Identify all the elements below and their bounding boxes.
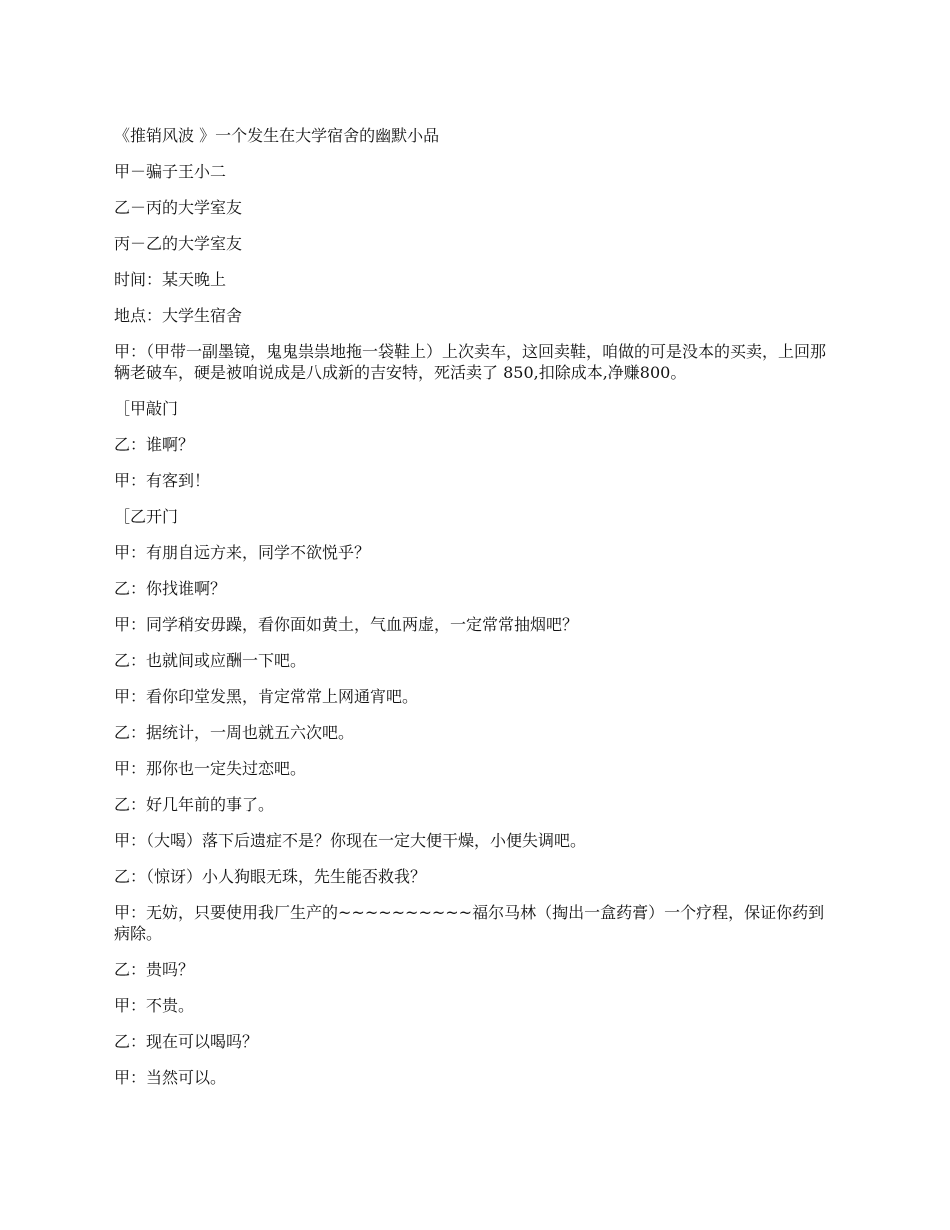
dialogue-line: 甲：无妨，只要使用我厂生产的~~~~~~~~~~福尔马林（掏出一盒药膏）一个疗程，保证你药到病除。 [114,903,825,943]
dialogue-line: 甲：有客到！ [114,471,211,490]
character-list-item: 甲－骗子王小二 [114,162,227,181]
dialogue-line: 乙：据统计，一周也就五六次吧。 [114,723,355,742]
dialogue-line: 甲：当然可以。 [114,1068,227,1087]
stage-direction: ［乙开门 [114,507,179,526]
dialogue-line: 甲：（甲带一副墨镜，鬼鬼祟祟地拖一袋鞋上）上次卖车，这回卖鞋，咱做的可是没本的买卖，上回那辆老破车，硬是被咱说成是八成新的吉安特，死活卖了 850,扣除成本,净赚800。 [114,342,827,382]
document-body [114,125,834,1103]
dialogue-line: 甲：（大喝）落下后遗症不是？你现在一定大便干燥，小便失调吧。 [114,831,587,850]
setting-place: 地点：大学生宿舍 [114,306,243,325]
dialogue-line: 乙：谁啊？ [114,435,195,454]
character-list-item: 丙－乙的大学室友 [114,234,243,253]
dialogue-line: 乙：（惊讶）小人狗眼无珠，先生能否救我？ [114,867,427,886]
dialogue-line: 甲：看你印堂发黑，肯定常常上网通宵吧。 [114,687,419,706]
dialogue-line: 甲：同学稍安毋躁，看你面如黄土，气血两虚，一定常常抽烟吧？ [114,615,579,634]
dialogue-line: 乙：现在可以喝吗？ [114,1032,259,1051]
dialogue-line: 乙：好几年前的事了。 [114,795,275,814]
dialogue-line: 甲：那你也一定失过恋吧。 [114,759,307,778]
dialogue-line: 乙：贵吗？ [114,960,195,979]
dialogue-line: 乙：也就间或应酬一下吧。 [114,651,307,670]
setting-time: 时间：某天晚上 [114,270,227,289]
character-list-item: 乙－丙的大学室友 [114,198,243,217]
stage-direction: ［甲敲门 [114,399,179,418]
document-title: 《推销风波 》一个发生在大学宿舍的幽默小品 [114,126,440,145]
dialogue-line: 乙：你找谁啊？ [114,579,227,598]
dialogue-line: 甲：有朋自远方来，同学不欲悦乎？ [114,543,371,562]
dialogue-line: 甲：不贵。 [114,996,195,1015]
